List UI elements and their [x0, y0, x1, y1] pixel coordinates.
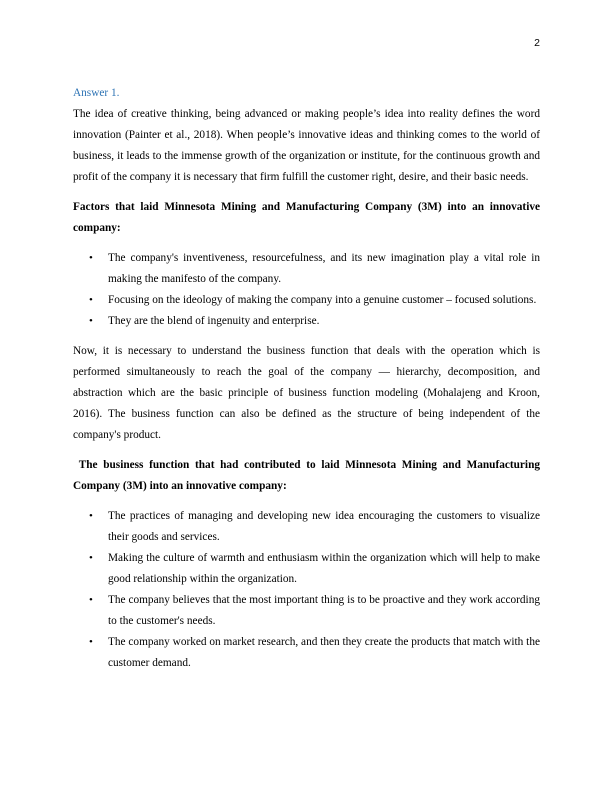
- list-item: • The company worked on market research, and then they create the products that match with the customer demand.: [73, 632, 540, 674]
- factors-heading: Factors that laid Minnesota Mining and Manufacturing Company (3M) into an innovative company:: [73, 201, 540, 234]
- list-item: • They are the blend of ingenuity and enterprise.: [73, 311, 540, 332]
- bullet-icon: •: [89, 594, 93, 606]
- business-function-paragraph: Now, it is necessary to understand the business function that deals with the operation which is performed simultaneously to reach the goal of the company — hierarchy, decomposition, and abstraction which are the basic principle of business function modeling (Mohalajeng and Kroon, 2016). The business function can also be defined as the structure of being independent of the company's product.: [73, 345, 540, 441]
- bullet-icon: •: [89, 552, 93, 564]
- list-item: • The company believes that the most important thing is to be proactive and they work according to the customer's needs.: [73, 590, 540, 632]
- factors-list: [73, 248, 540, 332]
- bullet-icon: •: [89, 252, 93, 264]
- bullet-icon: •: [89, 315, 93, 327]
- bullet-icon: •: [89, 294, 93, 306]
- bullet-icon: •: [89, 510, 93, 522]
- list-item: • The practices of managing and developing new idea encouraging the customers to visualize their goods and services.: [73, 506, 540, 548]
- list-item: • Making the culture of warmth and enthusiasm within the organization which will help to make good relationship within the organization.: [73, 548, 540, 590]
- intro-paragraph: The idea of creative thinking, being advanced or making people’s idea into reality defines the word innovation (Painter et al., 2018). When people’s innovative ideas and thinking comes to the world of business, it leads to the immense growth of the organization or institute, for the continuous growth and profit of the company it is necessary that firm fulfill the customer right, desire, and their basic needs.: [73, 108, 540, 183]
- document-body: [73, 83, 543, 683]
- answer-heading: Answer 1.: [73, 87, 120, 99]
- page-number: 2: [534, 37, 540, 49]
- list-item: • Focusing on the ideology of making the company into a genuine customer – focused solutions.: [73, 290, 540, 311]
- bullet-icon: •: [89, 636, 93, 648]
- business-function-heading: The business function that had contributed to laid Minnesota Mining and Manufacturing Company (3M) into an innovative company:: [73, 459, 543, 492]
- list-item: • The company's inventiveness, resourcefulness, and its new imagination play a vital role in making the manifesto of the company.: [73, 248, 540, 290]
- business-function-list: [73, 506, 540, 674]
